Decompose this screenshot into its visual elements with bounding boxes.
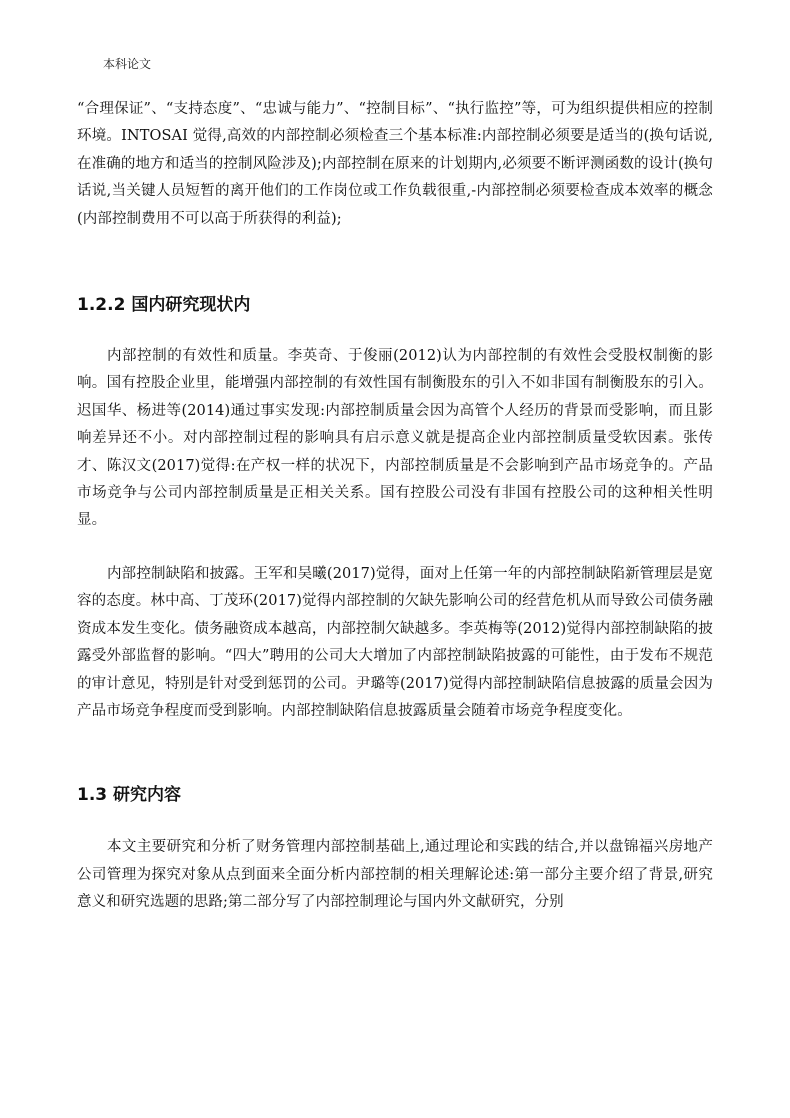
document-body	[77, 96, 713, 917]
paragraph-research-content: 本文主要研究和分析了财务管理内部控制基础上,通过理论和实践的结合,并以盘锦福兴房地产公司管理为探究对象从点到面来全面分析内部控制的相关理解论述:第一部分主要介绍了背景,研究意义和研究选题的思路;第二部分写了内部控制理论与国内外文献研究，分别	[77, 839, 713, 911]
paragraph-control-environment: “合理保证”、“支持态度”、“忠诚与能力”、“控制目标”、“执行监控”等，可为组织提供相应的控制环境。INTOSAI 觉得,高效的内部控制必须检查三个基本标准:内部控制必须要是适当的(换句话说,在准确的地方和适当的控制风险涉及);内部控制在原来的计划期内,必须要不断评测函数的设计(换句话说,当关键人员短暂的离开他们的工作岗位或工作负载很重,-内部控制必须要检查成本效率的概念(内部控制费用不可以高于所获得的利益);	[77, 101, 713, 227]
header-divider	[76, 79, 714, 80]
page-header: 本科论文	[103, 57, 152, 71]
section-heading-domestic-research: 1.2.2 国内研究现状内	[77, 295, 251, 316]
paragraph-effectiveness-quality: 内部控制的有效性和质量。李英奇、于俊丽(2012)认为内部控制的有效性会受股权制衡的影响。国有控股企业里，能增强内部控制的有效性国有制衡股东的引入不如非国有制衡股东的引入。迟国华、杨进等(2014)通过事实发现:内部控制质量会因为高管个人经历的背景而受影响，而且影响差异还不小。对内部控制过程的影响具有启示意义就是提高企业内部控制质量受软因素。张传才、陈汉文(2017)觉得:在产权一样的状况下，内部控制质量是不会影响到产品市场竞争的。产品市场竞争与公司内部控制质量是正相关关系。国有控股公司没有非国有控股公司的这种相关性明显。	[77, 348, 713, 529]
paragraph-defects-disclosure: 内部控制缺陷和披露。王军和吴曦(2017)觉得，面对上任第一年的内部控制缺陷新管理层是宽容的态度。林中高、丁茂环(2017)觉得内部控制的欠缺先影响公司的经营危机从而导致公司债务融资成本发生变化。债务融资成本越高，内部控制欠缺越多。李英梅等(2012)觉得内部控制缺陷的披露受外部监督的影响。“四大”聘用的公司大大增加了内部控制缺陷披露的可能性，由于发布不规范的审计意见，特别是针对受到惩罚的公司。尹璐等(2017)觉得内部控制缺陷信息披露的质量会因为产品市场竞争程度而受到影响。内部控制缺陷信息披露质量会随着市场竞争程度变化。	[77, 565, 713, 719]
section-heading-research-content: 1.3 研究内容	[77, 785, 182, 806]
